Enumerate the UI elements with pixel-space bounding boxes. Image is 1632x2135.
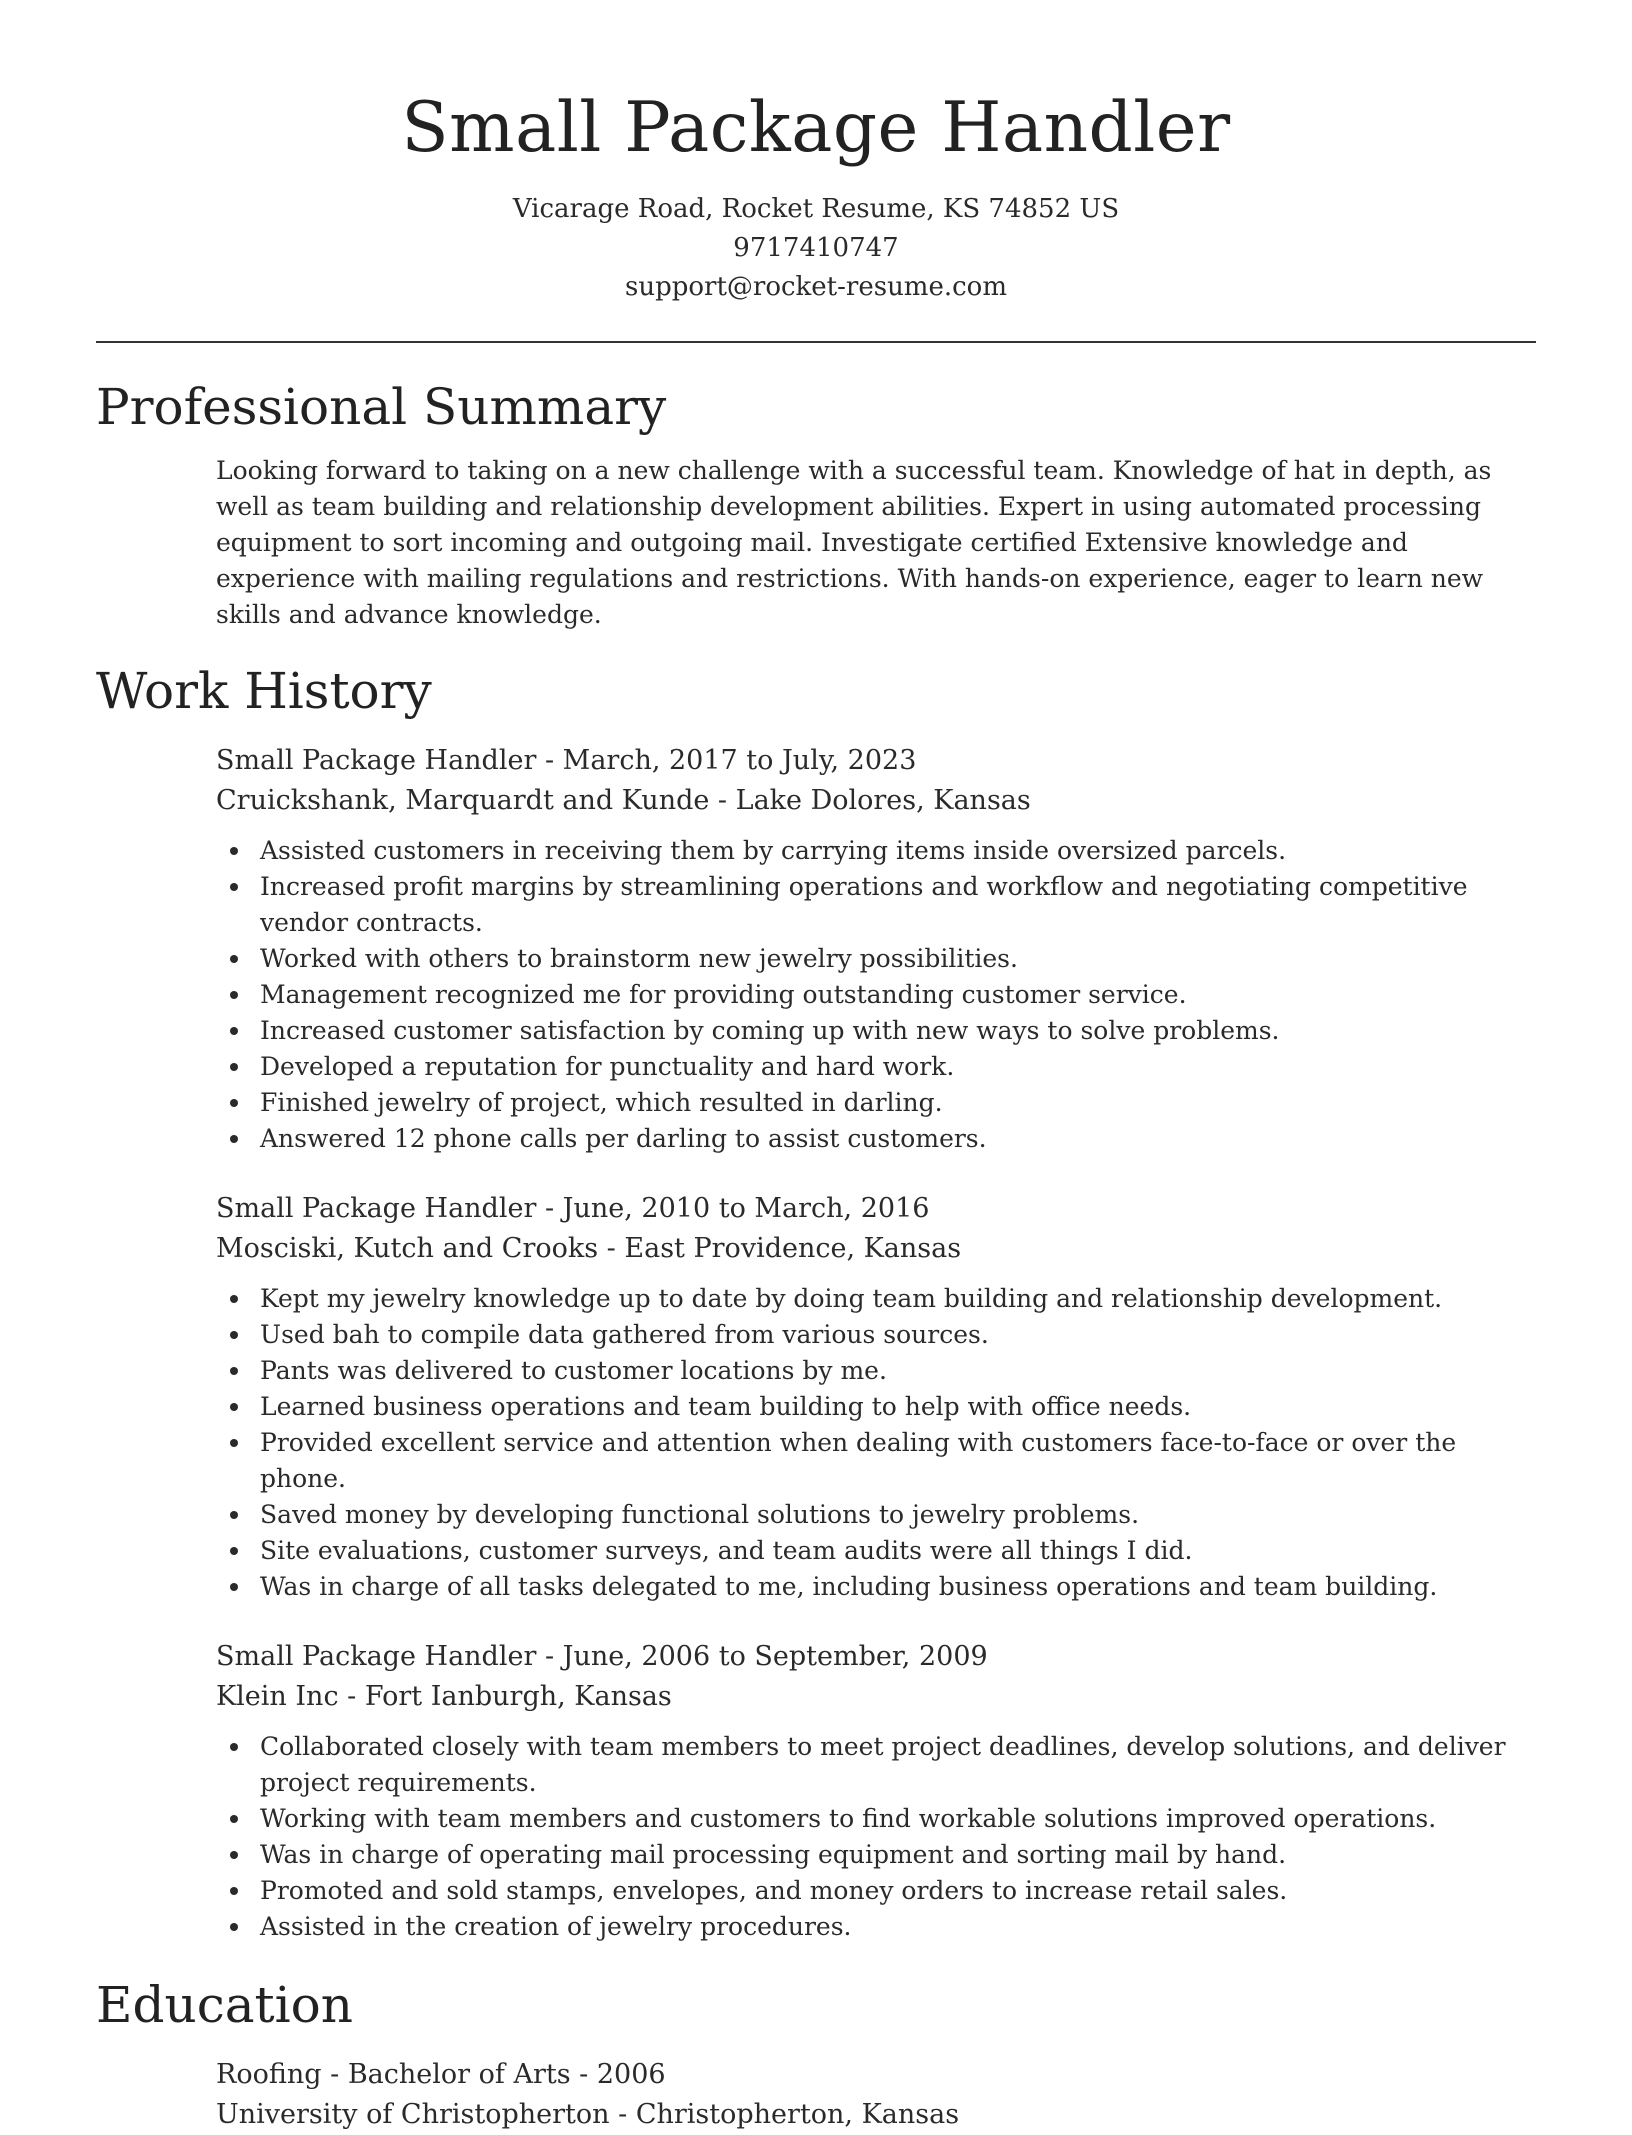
bullet-text: Used bah to compile data gathered from various sources. xyxy=(260,1320,989,1349)
bullet-item xyxy=(260,1049,1536,1085)
bullet-icon xyxy=(230,847,238,855)
bullet-icon xyxy=(230,955,238,963)
bullet-icon xyxy=(230,1439,238,1447)
work-history-section xyxy=(96,659,1536,1945)
bullet-icon xyxy=(230,1583,238,1591)
bullet-icon xyxy=(230,1815,238,1823)
bullet-icon xyxy=(230,1331,238,1339)
bullet-text: Saved money by developing functional solutions to jewelry problems. xyxy=(260,1500,1140,1529)
separator: - xyxy=(338,1681,365,1712)
job-entry xyxy=(216,741,1536,1157)
bullet-item xyxy=(260,1533,1536,1569)
bullet-icon xyxy=(230,1743,238,1751)
bullet-item xyxy=(260,977,1536,1013)
bullet-icon xyxy=(230,1851,238,1859)
resume-header xyxy=(96,0,1536,307)
job-title-line xyxy=(216,1189,1536,1229)
education-field: Roofing xyxy=(216,2059,322,2090)
education-school-line xyxy=(216,2095,1536,2135)
bullet-icon xyxy=(230,991,238,999)
header-divider xyxy=(96,341,1536,343)
bullet-text: Management recognized me for providing outstanding customer service. xyxy=(260,980,1187,1009)
separator: - xyxy=(536,745,563,776)
job-company: Cruickshank, Marquardt and Kunde xyxy=(216,785,710,816)
address: Vicarage Road, Rocket Resume, KS 74852 US xyxy=(512,194,1120,224)
bullet-icon xyxy=(230,1887,238,1895)
bullet-item xyxy=(260,1085,1536,1121)
bullet-item xyxy=(260,1281,1536,1317)
separator: - xyxy=(609,2099,636,2130)
bullet-icon xyxy=(230,1923,238,1931)
job-location: Lake Dolores, Kansas xyxy=(735,785,1031,816)
bullet-icon xyxy=(230,1547,238,1555)
candidate-name: Small Package Handler xyxy=(401,88,1231,168)
bullet-item xyxy=(260,1837,1536,1873)
job-dates: June, 2006 to September, 2009 xyxy=(562,1641,988,1672)
separator: - xyxy=(321,2059,348,2090)
bullet-text: Was in charge of operating mail processing equipment and sorting mail by hand. xyxy=(260,1840,1287,1869)
education-degree-line xyxy=(216,2055,1536,2095)
bullet-text: Collaborated closely with team members to meet project deadlines, develop solutions, and deliver project requirements. xyxy=(260,1732,1506,1797)
bullet-icon xyxy=(230,1099,238,1107)
separator: - xyxy=(570,2059,597,2090)
summary-title: Professional Summary xyxy=(96,378,667,436)
bullet-icon xyxy=(230,1511,238,1519)
bullet-item xyxy=(260,1873,1536,1909)
job-role: Small Package Handler xyxy=(216,1193,537,1224)
job-list xyxy=(216,741,1536,1945)
job-company-line xyxy=(216,781,1536,821)
bullet-icon xyxy=(230,1367,238,1375)
job-location: Fort Ianburgh, Kansas xyxy=(364,1681,672,1712)
bullet-text: Assisted in the creation of jewelry procedures. xyxy=(260,1912,852,1941)
bullet-text: Finished jewelry of project, which resulted in darling. xyxy=(260,1088,943,1117)
bullet-text: Provided excellent service and attention when dealing with customers face-to-face or over the phone. xyxy=(260,1428,1457,1493)
bullet-item xyxy=(260,1389,1536,1425)
bullet-text: Increased customer satisfaction by coming up with new ways to solve problems. xyxy=(260,1016,1280,1045)
job-company: Mosciski, Kutch and Crooks xyxy=(216,1233,599,1264)
bullet-item xyxy=(260,833,1536,869)
job-entry xyxy=(216,1637,1536,1945)
education-location: Christopherton, Kansas xyxy=(635,2099,960,2130)
job-dates: June, 2010 to March, 2016 xyxy=(562,1193,930,1224)
summary-text: Looking forward to taking on a new challenge with a successful team. Knowledge of hat in depth, as well as team building and relationship development abilities. Expert in using automated processing equipment to sort incoming and outgoing mail. Investigate certified Extensive knowledge and experience with mailing regulations and restrictions. With hands-on experience, eager to learn new skills and advance knowledge. xyxy=(216,456,1492,629)
education-school: University of Christopherton xyxy=(216,2099,610,2130)
job-bullets xyxy=(216,1281,1536,1605)
bullet-text: Site evaluations, customer surveys, and team audits were all things I did. xyxy=(260,1536,1193,1565)
job-title-line xyxy=(216,1637,1536,1677)
bullet-text: Answered 12 phone calls per darling to assist customers. xyxy=(260,1124,987,1153)
bullet-item xyxy=(260,1353,1536,1389)
bullet-text: Increased profit margins by streamlining operations and workflow and negotiating competitive vendor contracts. xyxy=(260,872,1468,937)
separator: - xyxy=(709,785,736,816)
bullet-item xyxy=(260,1729,1536,1801)
education-entry xyxy=(216,2055,1536,2135)
job-location: East Providence, Kansas xyxy=(624,1233,962,1264)
job-dates: March, 2017 to July, 2023 xyxy=(562,745,917,776)
bullet-text: Learned business operations and team building to help with office needs. xyxy=(260,1392,1192,1421)
bullet-text: Worked with others to brainstorm new jewelry possibilities. xyxy=(260,944,1018,973)
job-title-line xyxy=(216,741,1536,781)
bullet-icon xyxy=(230,1135,238,1143)
bullet-text: Promoted and sold stamps, envelopes, and money orders to increase retail sales. xyxy=(260,1876,1288,1905)
bullet-icon xyxy=(230,1027,238,1035)
separator: - xyxy=(536,1641,563,1672)
bullet-item xyxy=(260,1497,1536,1533)
bullet-icon xyxy=(230,1403,238,1411)
work-history-title: Work History xyxy=(96,662,432,720)
job-entry xyxy=(216,1189,1536,1605)
bullet-icon xyxy=(230,883,238,891)
education-year: 2006 xyxy=(596,2059,666,2090)
bullet-item xyxy=(260,1121,1536,1157)
bullet-text: Working with team members and customers to find workable solutions improved operations. xyxy=(260,1804,1437,1833)
education-section xyxy=(96,1973,1536,2135)
bullet-text: Pants was delivered to customer locations by me. xyxy=(260,1356,887,1385)
job-bullets xyxy=(216,833,1536,1157)
bullet-item xyxy=(260,869,1536,941)
separator: - xyxy=(536,1193,563,1224)
separator: - xyxy=(598,1233,625,1264)
bullet-icon xyxy=(230,1295,238,1303)
bullet-icon xyxy=(230,1063,238,1071)
job-role: Small Package Handler xyxy=(216,745,537,776)
bullet-item xyxy=(260,1801,1536,1837)
phone: 9717410747 xyxy=(733,233,899,263)
job-bullets xyxy=(216,1729,1536,1945)
bullet-item xyxy=(260,1909,1536,1945)
email: support@rocket-resume.com xyxy=(624,272,1007,302)
bullet-item xyxy=(260,941,1536,977)
bullet-item xyxy=(260,1317,1536,1353)
bullet-text: Assisted customers in receiving them by carrying items inside oversized parcels. xyxy=(260,836,1287,865)
job-company: Klein Inc xyxy=(216,1681,339,1712)
bullet-text: Kept my jewelry knowledge up to date by doing team building and relationship development. xyxy=(260,1284,1443,1313)
bullet-text: Developed a reputation for punctuality and hard work. xyxy=(260,1052,955,1081)
bullet-text: Was in charge of all tasks delegated to me, including business operations and team building. xyxy=(260,1572,1438,1601)
education-degree: Bachelor of Arts xyxy=(347,2059,571,2090)
bullet-item xyxy=(260,1569,1536,1605)
job-company-line xyxy=(216,1229,1536,1269)
summary-section xyxy=(96,375,1536,633)
bullet-item xyxy=(260,1013,1536,1049)
bullet-item xyxy=(260,1425,1536,1497)
contact-block xyxy=(96,190,1536,307)
education-title: Education xyxy=(96,1976,353,2034)
job-company-line xyxy=(216,1677,1536,1717)
job-role: Small Package Handler xyxy=(216,1641,537,1672)
resume-page xyxy=(96,0,1536,2135)
